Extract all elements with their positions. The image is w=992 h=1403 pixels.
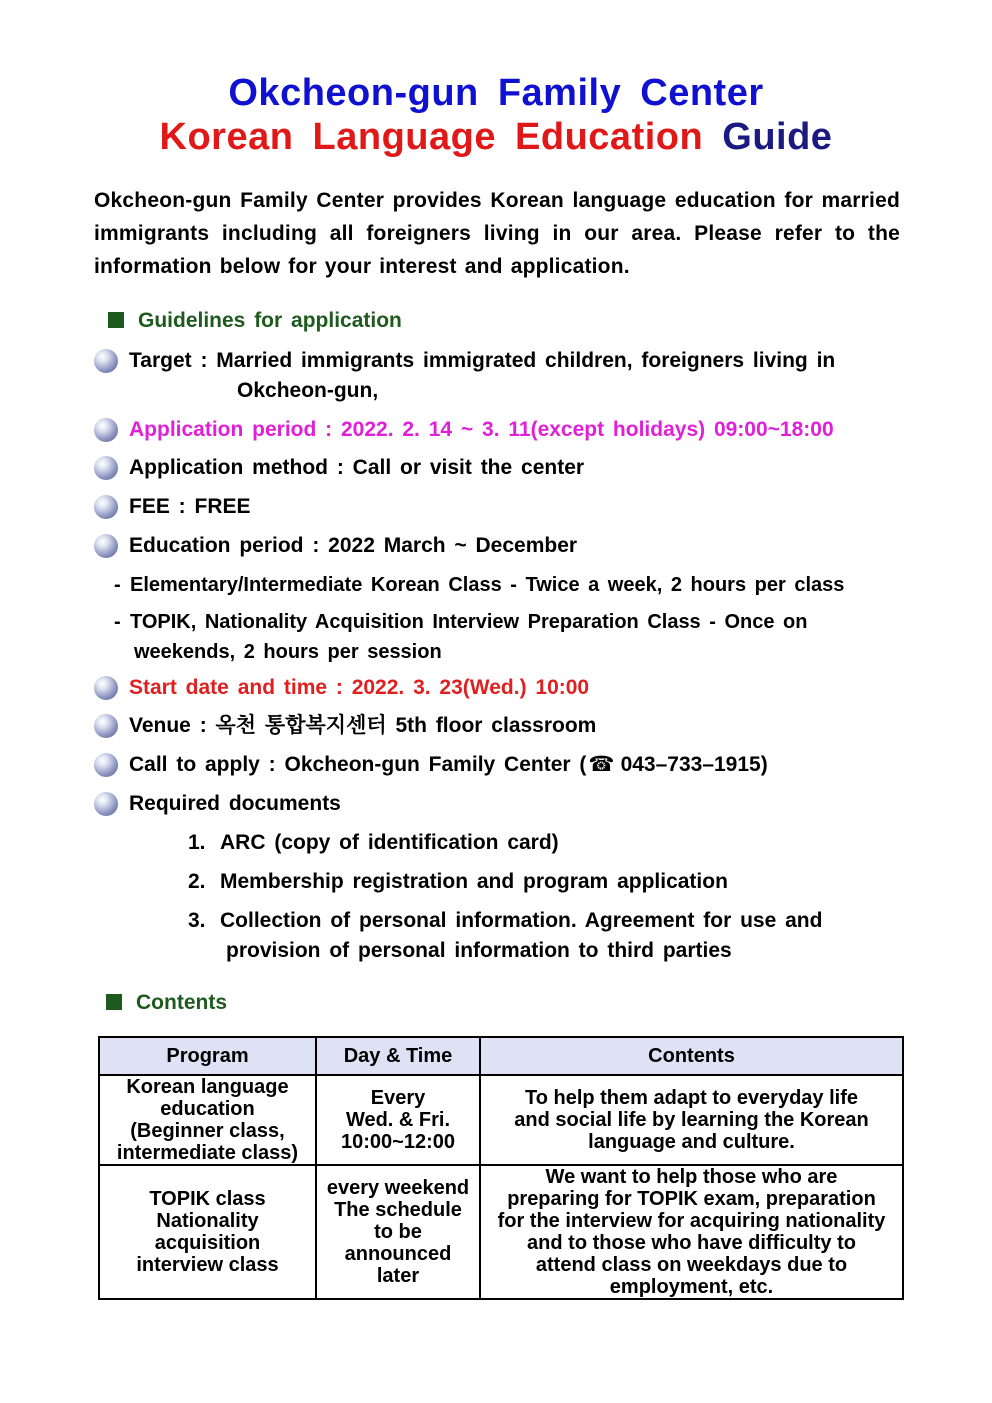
square-bullet-icon	[108, 312, 124, 328]
square-bullet-icon	[106, 994, 122, 1010]
header-contents: Contents	[480, 1037, 903, 1075]
sphere-bullet-icon	[94, 753, 118, 777]
title-line-2	[0, 116, 992, 159]
contents-table	[98, 1036, 904, 1300]
table-header-row	[99, 1037, 903, 1075]
table-row	[99, 1075, 903, 1165]
target-text: Target : Married immigrants immigrated children, foreigners living in	[129, 349, 836, 372]
start-date-text: Start date and time : 2022. 3. 23(Wed.) 10:00	[129, 676, 590, 699]
education-period-text: Education period : 2022 March ~ December	[129, 534, 578, 557]
document-item-3-text-line2: provision of personal information to third parties	[226, 939, 732, 962]
cell-contents: To help them adapt to everyday life and social life by learning the Korean language and culture.	[480, 1075, 903, 1165]
call-text	[129, 750, 904, 780]
venue-text: Venue : 옥천 통합복지센터 5th floor classroom	[129, 714, 597, 737]
class-detail-1-text: Elementary/Intermediate Korean Class - Twice a week, 2 hours per class	[130, 574, 845, 596]
sphere-bullet-icon	[94, 792, 118, 816]
class-detail-2-text-line2: weekends, 2 hours per session	[134, 641, 442, 663]
guidelines-heading-text: Guidelines for application	[138, 309, 402, 332]
title-line-2-guide: Guide	[722, 116, 833, 158]
title-line-1: Okcheon-gun Family Center	[228, 72, 764, 114]
document-item-1-text: ARC (copy of identification card)	[220, 831, 559, 854]
intro-paragraph: Okcheon-gun Family Center provides Korean language education for married immigrants including all foreigners living in our area. Please refer to the information below for your interest and application.	[94, 189, 900, 278]
class-detail-1: - Elementary/Intermediate Korean Class - Twice a week, 2 hours per class	[114, 574, 845, 596]
title-line-2-red: Korean Language Education	[159, 116, 704, 158]
document-item-2-text: Membership registration and program application	[220, 870, 728, 893]
class-detail-2: - TOPIK, Nationality Acquisition Interview Preparation Class - Once on weekends, 2 hours per session	[114, 607, 904, 667]
sphere-bullet-icon	[94, 534, 118, 558]
sphere-bullet-icon	[94, 676, 118, 700]
document-item-1: 1. ARC (copy of identification card)	[188, 831, 559, 854]
sphere-bullet-icon	[94, 349, 118, 373]
table-row	[99, 1165, 903, 1299]
sphere-bullet-icon	[94, 418, 118, 442]
cell-program: TOPIK class Nationality acquisition interview class	[99, 1165, 316, 1299]
target-text-line2: Okcheon-gun,	[237, 379, 379, 402]
cell-day-time: every weekend The schedule to be announced later	[316, 1165, 480, 1299]
document-item-3: 3. Collection of personal information. Agreement for use and provision of personal information to third parties	[188, 906, 888, 966]
class-detail-2-text: TOPIK, Nationality Acquisition Interview Preparation Class - Once on	[130, 611, 808, 633]
required-documents-text: Required documents	[129, 792, 341, 815]
application-period-text: Application period : 2022. 2. 14 ~ 3. 11(except holidays) 09:00~18:00	[129, 418, 834, 441]
sphere-bullet-icon	[94, 714, 118, 738]
document-item-2: 2. Membership registration and program application	[188, 870, 728, 893]
application-method-text: Application method : Call or visit the center	[129, 456, 585, 479]
phone-icon: ☎	[588, 753, 615, 776]
target-item	[94, 346, 904, 410]
contents-heading-text: Contents	[136, 991, 227, 1014]
document-item-3-text: Collection of personal information. Agreement for use and	[220, 909, 823, 932]
cell-program: Korean language education (Beginner class, intermediate class)	[99, 1075, 316, 1165]
guidelines-heading	[108, 309, 402, 333]
contents-heading	[106, 991, 227, 1015]
header-day-time: Day & Time	[316, 1037, 480, 1075]
sphere-bullet-icon	[94, 495, 118, 519]
fee-text: FEE : FREE	[129, 495, 251, 518]
call-text-prefix: Call to apply : Okcheon-gun Family Center (	[129, 753, 587, 776]
cell-day-time: Every Wed. & Fri. 10:00~12:00	[316, 1075, 480, 1165]
phone-number: 043–733–1915)	[620, 753, 768, 776]
cell-contents: We want to help those who are preparing for TOPIK exam, preparation for the interview for acquiring nationality and to those who have difficulty to attend class on weekdays due to employment, etc.	[480, 1165, 903, 1299]
sphere-bullet-icon	[94, 456, 118, 480]
header-program: Program	[99, 1037, 316, 1075]
